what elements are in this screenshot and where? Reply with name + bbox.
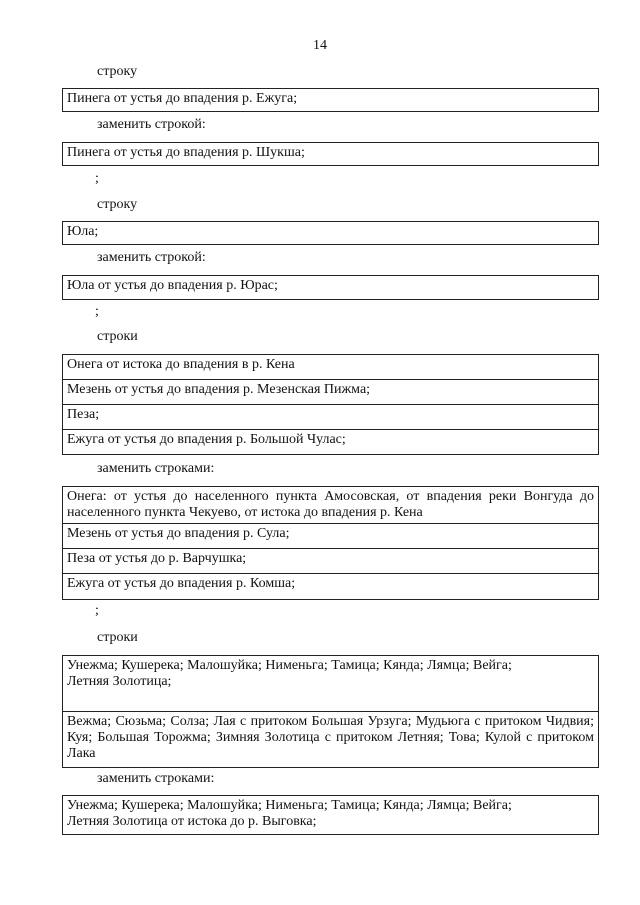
section-1-label: строку (97, 64, 138, 79)
section-2-new-table (62, 275, 599, 300)
table-row: Пинега от устья до впадения р. Ежуга; (67, 91, 298, 106)
section-4-replace-label: заменить строками: (97, 771, 215, 786)
table-row: Вежма; Сюзьма; Солза; Лая с притоком Большая Урзуга; Мудьюга с притоком Чидвия; Куя; Большая Торожма; Зимняя Золотица с притоком Летняя; Това; Кулой с притоком Лака (63, 711, 598, 767)
section-4-old-table (62, 655, 599, 768)
section-4-new-table (62, 795, 599, 835)
table-row: Мезень от устья до впадения р. Сула; (63, 523, 598, 548)
page-number: 14 (313, 38, 327, 53)
section-4-label: строки (97, 630, 138, 645)
table-row: Пеза; (63, 404, 598, 429)
section-1-replace-label: заменить строкой: (97, 117, 206, 132)
table-row: Юла от устья до впадения р. Юрас; (67, 278, 278, 293)
section-1-new-table (62, 142, 599, 166)
table-row: Мезень от устья до впадения р. Мезенская Пижма; (63, 379, 598, 404)
section-3-replace-label: заменить строками: (97, 461, 215, 476)
table-row: Унежма; Кушерека; Малошуйка; Нименьга; Тамица; Кянда; Лямца; Вейга; Летняя Золотица от истока до р. Выговка; (67, 798, 512, 829)
section-2-old-table (62, 221, 599, 245)
table-row: Ежуга от устья до впадения р. Комша; (63, 573, 598, 599)
table-row: Пинега от устья до впадения р. Шукша; (67, 145, 305, 160)
table-row: Юла; (67, 224, 99, 239)
section-3-label: строки (97, 329, 138, 344)
section-2-label: строку (97, 197, 138, 212)
section-2-replace-label: заменить строкой: (97, 250, 206, 265)
table-row: Онега: от устья до населенного пункта Амосовская, от впадения реки Вонгуда до населенного пункта Чекуево, от истока до впадения р. Кена (67, 489, 594, 520)
section-1-old-table (62, 88, 599, 112)
section-3-old-table (62, 354, 599, 455)
section-2-end-mark: ; (95, 304, 99, 319)
table-row: Ежуга от устья до впадения р. Большой Чулас; (63, 429, 598, 454)
section-1-end-mark: ; (95, 171, 99, 186)
table-row: Онега от истока до впадения в р. Кена (67, 357, 295, 372)
section-3-new-table (62, 486, 599, 600)
section-3-end-mark: ; (95, 603, 99, 618)
table-row: Пеза от устья до р. Варчушка; (63, 548, 598, 573)
table-row: Унежма; Кушерека; Малошуйка; Нименьга; Тамица; Кянда; Лямца; Вейга; Летняя Золотица; (67, 658, 512, 689)
